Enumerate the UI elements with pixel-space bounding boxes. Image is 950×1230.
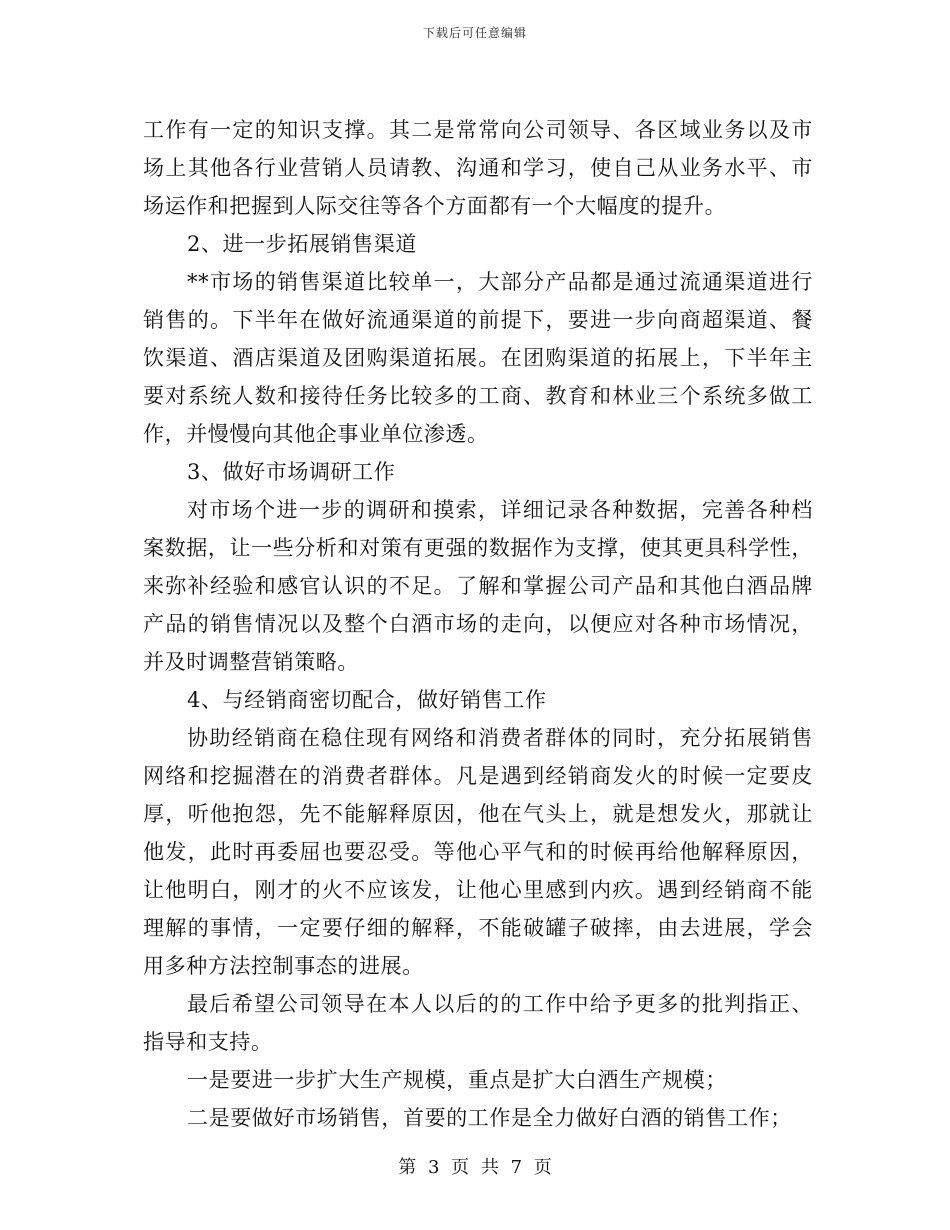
body-line: 指导和支持。	[143, 1030, 273, 1054]
body-line: 一是要进一步扩大生产规模，重点是扩大白酒生产规模；	[187, 1068, 727, 1092]
body-line: 最后希望公司领导在本人以后的的工作中给予更多的批判指正、	[187, 992, 813, 1016]
section-heading: 4、与经销商密切配合，做好销售工作	[187, 688, 547, 712]
body-line: 厚，听他抱怨，先不能解释原因，他在气头上，就是想发火，那就让	[143, 802, 813, 826]
body-line: 饮渠道、酒店渠道及团购渠道拓展。在团购渠道的拓展上，下半年主	[143, 346, 813, 370]
body-line: 网络和挖掘潜在的消费者群体。凡是遇到经销商发火的时候一定要皮	[143, 764, 813, 788]
body-line: 让他明白，刚才的火不应该发，让他心里感到内疚。遇到经销商不能	[143, 878, 813, 902]
page-number-footer: 第 3 页 共 7 页	[398, 1157, 552, 1178]
body-line: 他发，此时再委屈也要忍受。等他心平气和的时候再给他解释原因，	[143, 840, 813, 864]
body-line: 要对系统人数和接待任务比较多的工商、教育和林业三个系统多做工	[143, 384, 813, 408]
body-line: 场上其他各行业营销人员请教、沟通和学习，使自己从业务水平、市	[143, 156, 813, 180]
body-line: 产品的销售情况以及整个白酒市场的走向，以便应对各种市场情况，	[143, 612, 813, 636]
body-line: 用多种方法控制事态的进展。	[143, 954, 424, 978]
section-heading: 2、进一步拓展销售渠道	[187, 232, 417, 256]
body-line: 理解的事情，一定要仔细的解释，不能破罐子破摔，由去进展，学会	[143, 916, 813, 940]
page-header: 下载后可任意编辑	[422, 26, 527, 40]
body-line: 工作有一定的知识支撑。其二是常常向公司领导、各区域业务以及市	[143, 118, 813, 142]
body-line: **市场的销售渠道比较单一，大部分产品都是通过流通渠道进行	[187, 270, 813, 294]
body-line: 并及时调整营销策略。	[143, 650, 359, 674]
body-line: 来弥补经验和感官认识的不足。了解和掌握公司产品和其他白酒品牌	[143, 574, 813, 598]
body-line: 二是要做好市场销售，首要的工作是全力做好白酒的销售工作；	[187, 1106, 792, 1130]
body-line: 销售的。下半年在做好流通渠道的前提下，要进一步向商超渠道、餐	[143, 308, 813, 332]
body-line: 对市场个进一步的调研和摸索，详细记录各种数据，完善各种档	[187, 498, 813, 522]
section-heading: 3、做好市场调研工作	[187, 460, 396, 484]
body-line: 场运作和把握到人际交往等各个方面都有一个大幅度的提升。	[143, 194, 727, 218]
body-line: 协助经销商在稳住现有网络和消费者群体的同时，充分拓展销售	[187, 726, 813, 750]
body-line: 作，并慢慢向其他企事业单位渗透。	[143, 422, 489, 446]
document-body	[143, 111, 813, 1137]
body-line: 案数据，让一些分析和对策有更强的数据作为支撑，使其更具科学性，	[143, 536, 813, 560]
